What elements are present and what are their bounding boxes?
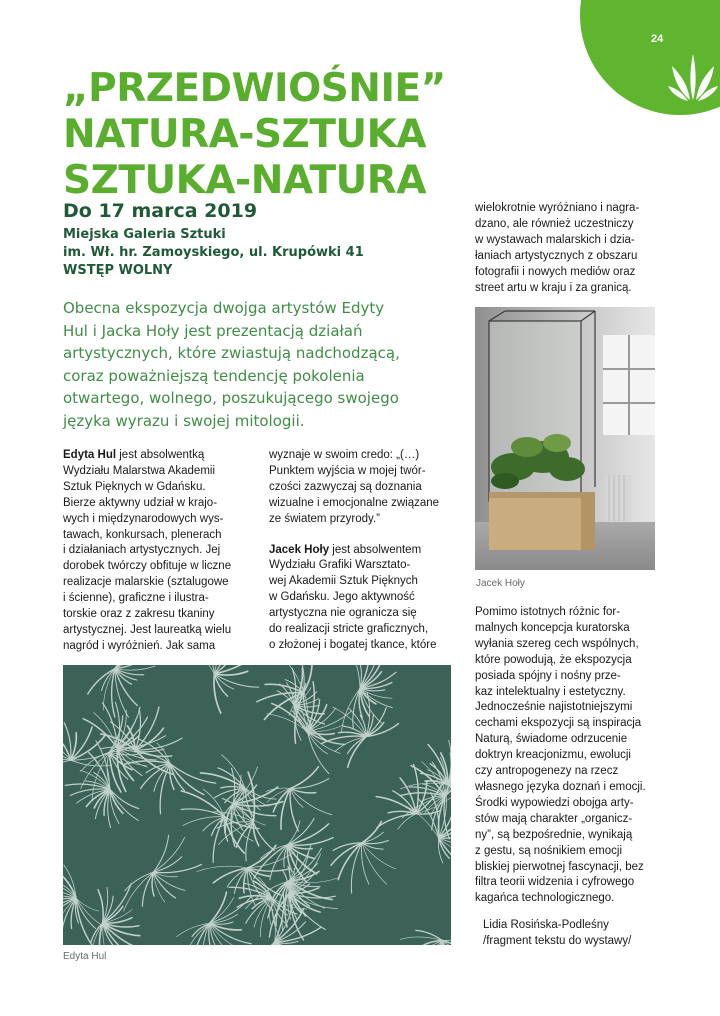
text-line: Jednocześnie najistotniejszymi — [475, 701, 633, 714]
text-line: tawach, konkursach, plenerach — [63, 528, 222, 541]
text-line: wyłania szereg cech wspólnych, — [475, 637, 639, 650]
text-line: wej Akademii Sztuk Pięknych — [269, 575, 418, 588]
leaf-logo-icon — [666, 50, 720, 104]
title-line: „PRZEDWIOŚNIE” — [63, 66, 446, 111]
venue-line: Miejska Galeria Sztuki — [63, 227, 226, 242]
lead-line: coraz poważniejszą tendencję pokolenia — [63, 366, 365, 385]
text-line: w Gdańsku. Jego aktywność — [269, 591, 415, 604]
text-line: Środki wypowiedzi obojga arty- — [475, 796, 634, 809]
text-line: łaniach artystycznych z obszaru — [475, 249, 638, 262]
text-line: z gestu, są nośnikiem emocji — [475, 844, 623, 857]
text-line: własnego języka doznań i emocji. — [475, 780, 646, 793]
lead-line: języka wyrazu i swojej mitologii. — [63, 411, 305, 430]
title-line: SZTUKA-NATURA — [63, 158, 427, 203]
text-line: wych i międzynarodowych wys- — [63, 512, 224, 525]
text-line: i działaniach artystycznych. Jej — [63, 544, 221, 557]
text-line: malnych koncepcja kuratorska — [475, 621, 630, 634]
column-right-top — [475, 201, 639, 296]
text-line: artystycznej. Jest laureatką wielu — [63, 623, 232, 636]
text-line: realizacje malarskie (sztalugowe — [63, 576, 229, 589]
text-line: do realizacji stricte graficznych, — [269, 623, 429, 636]
column-middle — [269, 448, 439, 654]
artist-name: Edyta Hul — [63, 449, 117, 461]
text-line: w wystawach malarskich i dzia- — [475, 233, 635, 246]
grass-texture-illustration — [63, 665, 451, 945]
text-line: i ścienne), graficzne i ilustra- — [63, 592, 209, 605]
lead-paragraph — [63, 297, 463, 432]
text-line: dzano, ale również uczestniczy — [475, 217, 634, 230]
lead-line: artystycznych, które zwiastują nadchodzącą, — [63, 344, 400, 362]
text-line: bliskiej pierwotnej fascynacji, bez — [475, 860, 644, 873]
column-right-bottom — [475, 605, 646, 907]
text-line: cechami ekspozycji są inspiracja — [475, 717, 642, 730]
event-date: Do 17 marca 2019 — [63, 200, 258, 222]
text-line: czości zazwyczaj są doznania — [269, 480, 422, 493]
title-line: NATURA-SZTUKA — [63, 112, 427, 157]
text-line — [269, 543, 439, 559]
text-line: doktryn kreacjonizmu, ewolucji — [475, 749, 631, 762]
text-line: o złożonej i bogatej tkance, które — [269, 638, 437, 651]
venue-line: WSTĘP WOLNY — [63, 263, 173, 278]
text-line: nagród i wyróżnień. Jak sama — [63, 639, 216, 652]
text-line: czy antropogenezy na rzecz — [475, 765, 619, 778]
text-line: Pomimo istotnych różnic for- — [475, 606, 621, 618]
photo-jacek-holy — [475, 307, 655, 570]
text-line: fotografii i nowych mediów oraz — [475, 265, 636, 278]
article-title — [63, 66, 446, 204]
signature-source: /fragment tekstu do wystawy/ — [483, 934, 632, 947]
text-line: street artu w kraju i za granicą. — [475, 281, 632, 294]
text-line — [63, 448, 231, 464]
text-line: Punktem wyjścia w mojej twór- — [269, 464, 426, 477]
text-line: torskie oraz z zakresu tkaniny — [63, 608, 215, 621]
signature-author: Lidia Rosińska-Podleśny — [483, 919, 609, 931]
text-line: Wydziału Malarstwa Akademii — [63, 464, 216, 477]
caption-edyta-hul: Edyta Hul — [63, 951, 107, 962]
text-line: które powodują, że ekspozycja — [475, 653, 632, 666]
lead-line: Obecna ekspozycja dwojga artystów Edyty — [63, 299, 385, 317]
event-venue — [63, 226, 364, 280]
text-line: artystyczna nie ogranicza się — [269, 607, 417, 620]
lead-line: Hul i Jacka Hoły jest prezentacją działań — [63, 321, 363, 340]
page-number: 24 — [651, 33, 664, 45]
text-line: ny”, są bezpośrednie, wynikają — [475, 828, 633, 841]
text-line: posiada spójny i nośny prze- — [475, 669, 621, 682]
text-fragment: jest absolwentką — [116, 449, 205, 461]
column-edyta-hul — [63, 448, 231, 655]
photo-edyta-hul — [63, 665, 451, 945]
vitrine-illustration — [475, 307, 655, 570]
caption-jacek-holy: Jacek Hoły — [476, 578, 525, 589]
text-line: Sztuk Pięknych w Gdańsku. — [63, 480, 206, 493]
text-line: Naturą, świadome odrzucenie — [475, 733, 628, 746]
text-line: dorobek twórczy obfituje w liczne — [63, 560, 232, 573]
text-line: wyznaje w swoim credo: „(…) — [269, 449, 420, 461]
signature — [483, 918, 631, 950]
text-line: wielokrotnie wyróżniano i nagra- — [475, 202, 640, 214]
lead-line: otwartego, wolnego, poszukującego swojego — [63, 389, 399, 407]
text-line: stów mają charakter „organicz- — [475, 812, 633, 825]
text-line: Wydziału Grafiki Warsztato- — [269, 559, 411, 572]
text-line: kaz intelektualny i estetyczny. — [475, 685, 626, 698]
venue-line: im. Wł. hr. Zamoyskiego, ul. Krupówki 41 — [63, 245, 364, 260]
text-line: kagańca technologicznego. — [475, 892, 615, 905]
text-line: ze światem przyrody.” — [269, 512, 380, 525]
text-fragment: jest absolwentem — [329, 543, 422, 556]
artist-name: Jacek Hoły — [269, 543, 330, 556]
text-line: filtra teorii widzenia i cyfrowego — [475, 876, 635, 889]
text-line: wizualne i emocjonalne związane — [269, 496, 440, 509]
text-line: Bierze aktywny udział w krajo- — [63, 496, 218, 509]
